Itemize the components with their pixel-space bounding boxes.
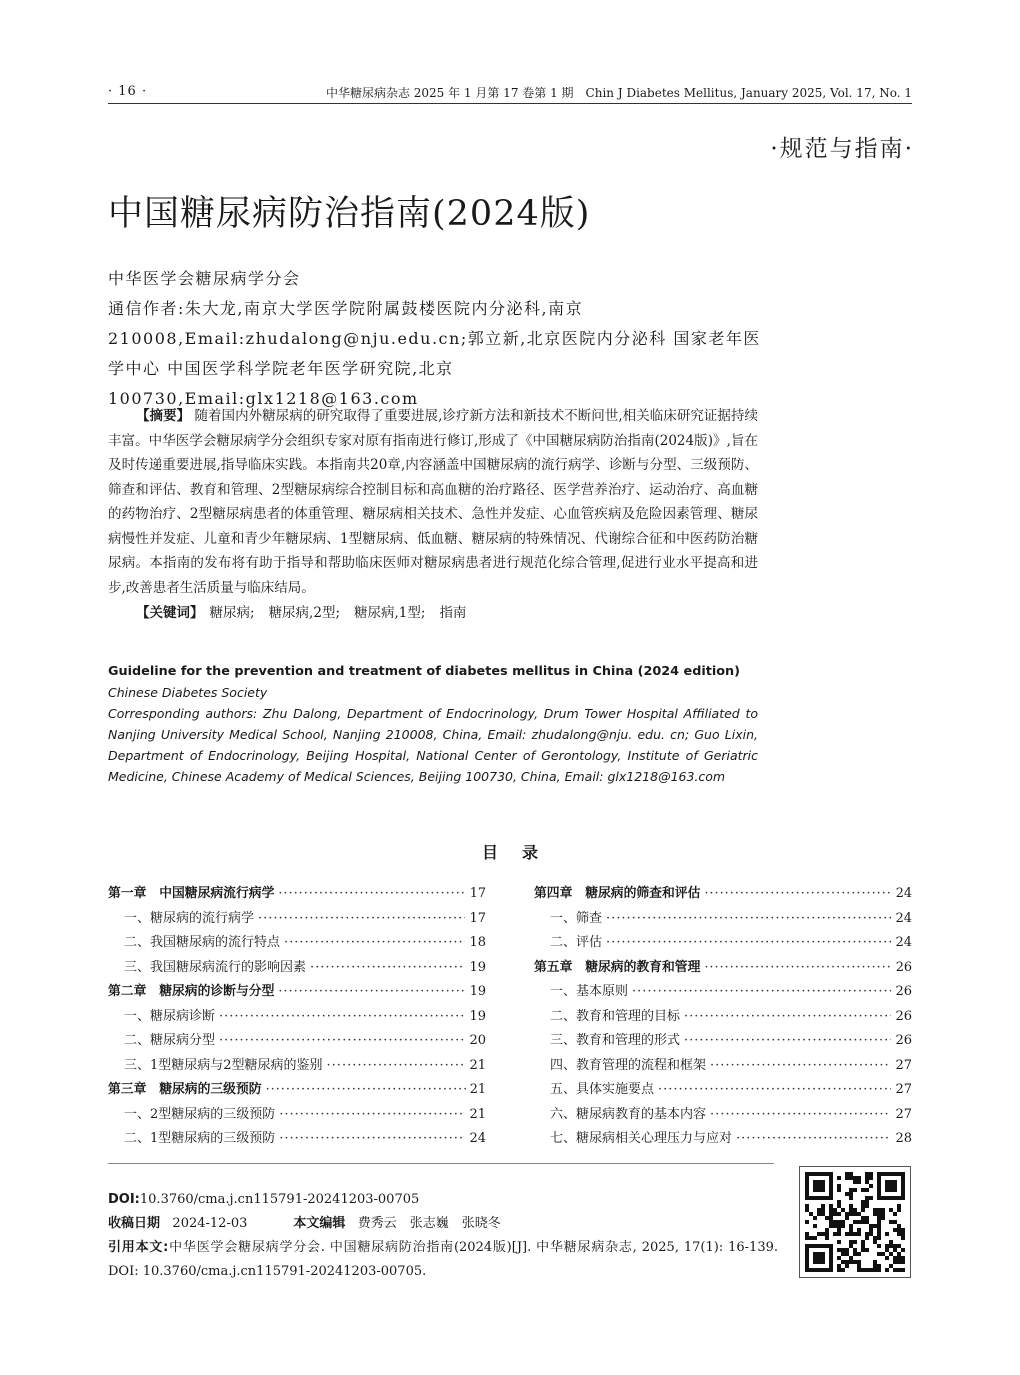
toc-section-entry[interactable] [108,931,486,956]
toc-page-number: 26 [895,1008,912,1024]
doi[interactable]: 10.3760/cma.j.cn115791-20241203-00705 [139,1192,420,1207]
toc-chapter-entry[interactable] [534,882,912,907]
received-label: 收稿日期 [108,1216,161,1231]
toc-section-entry[interactable] [534,1103,912,1128]
citation: 中华医学会糖尿病学分会. 中国糖尿病防治指南(2024版)[J]. 中华糖尿病杂志, 2025, 17(1): 16-139. DOI: 10.3760/cma.j.cn115791-20241203-00705. [108,1240,779,1279]
toc-page-number: 27 [895,1106,912,1122]
toc-section-entry[interactable] [534,1078,912,1103]
toc-page-number: 19 [469,959,486,975]
toc-page-number: 19 [469,984,486,999]
toc-leader-dots [258,911,465,926]
toc-leader-dots [279,1107,465,1122]
english-org: Chinese Diabetes Society [108,685,268,700]
header-rule [108,103,912,104]
toc-page-number: 21 [469,1106,486,1122]
toc-entry-label: 三、1型糖尿病与2型糖尿病的鉴别 [124,1057,323,1073]
toc-section-entry[interactable] [108,956,486,981]
toc-section-entry[interactable] [534,907,912,932]
toc-entry-label: 第四章 糖尿病的筛查和评估 [534,886,701,901]
toc-section-entry[interactable] [108,1005,486,1030]
toc-page-number: 27 [895,1082,912,1097]
toc-leader-dots [684,1009,891,1024]
toc-page-number: 24 [895,886,912,901]
toc-entry-label: 一、糖尿病诊断 [124,1008,216,1024]
toc-entry-label: 五、具体实施要点 [550,1082,655,1097]
toc-entry-label: 三、我国糖尿病流行的影响因素 [124,959,307,975]
keywords-label: 【关键词】 [136,605,204,621]
page-number: · 16 · [108,84,148,99]
toc-page-number: 27 [895,1057,912,1073]
toc-page-number: 26 [895,984,912,999]
editor-label: 本文编辑 [293,1216,346,1231]
toc-page-number: 17 [469,910,486,926]
toc-entry-label: 第二章 糖尿病的诊断与分型 [108,984,275,999]
toc-entry-label: 二、教育和管理的目标 [550,1008,681,1024]
toc-section-entry[interactable] [534,980,912,1005]
keyword: 糖尿病; [209,605,255,621]
toc-page-number: 21 [469,1057,486,1073]
qr-code-icon [800,1167,910,1277]
journal-header: 中华糖尿病杂志 2025 年 1 月第 17 卷第 1 期 Chin J Diabetes Mellitus, January 2025, Vol. 17, No. 1 [325,86,912,100]
keyword: 糖尿病,2型; [268,605,340,621]
toc-section-entry[interactable] [534,1005,912,1030]
toc-page-number: 26 [895,959,912,975]
toc-leader-dots [710,1107,891,1122]
toc-entry-label: 二、评估 [550,935,603,950]
received-date: 2024-12-03 [172,1216,248,1231]
toc-entry-label: 二、1型糖尿病的三级预防 [124,1131,276,1146]
keyword: 糖尿病,1型; [354,605,426,621]
abstract-text: 随着国内外糖尿病的研究取得了重要进展,诊疗新方法和新技术不断问世,相关临床研究证据持续丰富。中华医学会糖尿病学分会组织专家对原有指南进行修订,形成了《中国糖尿病防治指南(2024版)》,旨在及时传递重要进展,指导临床实践。本指南共20章,内容涵盖中国糖尿病的流行病学、诊断与分型、三级预防、筛查和评估、教育和管理、2型糖尿病综合控制目标和高血糖的治疗路径、医学营养治疗、运动治疗、高血糖的药物治疗、2型糖尿病患者的体重管理、糖尿病相关技术、急性并发症、心血管疾病及危险因素管理、糖尿病慢性并发症、儿童和青少年糖尿病、1型糖尿病、低血糖、糖尿病的特殊情况、代谢综合征和中医药防治糖尿病。本指南的发布将有助于指导和帮助临床医师对糖尿病患者进行规范化综合管理,促进行业水平提高和进步,改善患者生活质量与临床结局。 [108,408,758,596]
toc-leader-dots [266,1082,466,1097]
footer-rule [108,1163,774,1164]
toc-leader-dots [704,886,891,901]
toc-leader-dots [710,1058,891,1073]
toc-right-column [534,882,912,1152]
toc-page-number: 21 [469,1082,486,1097]
toc-page-number: 18 [469,935,486,950]
english-abstract [108,661,758,787]
qr-code[interactable] [799,1166,911,1278]
toc-leader-dots [658,1082,891,1097]
toc-page-number: 19 [469,1008,486,1024]
toc-entry-label: 一、2型糖尿病的三级预防 [124,1106,276,1122]
toc-page-number: 28 [895,1131,912,1146]
toc-section-entry[interactable] [108,907,486,932]
abstract [108,404,758,600]
toc-entry-label: 二、我国糖尿病的流行特点 [124,935,281,950]
toc-entry-label: 第一章 中国糖尿病流行病学 [108,886,275,901]
footer [108,1188,778,1284]
keyword: 指南 [439,605,467,621]
toc-left-column [108,882,486,1152]
toc-leader-dots [310,960,465,975]
toc-page-number: 17 [469,886,486,901]
toc-chapter-entry[interactable] [534,956,912,981]
toc-page-number: 24 [469,1131,486,1146]
toc-section-entry[interactable] [534,1127,912,1152]
toc-entry-label: 六、糖尿病教育的基本内容 [550,1106,707,1122]
editors: 费秀云 张志巍 张晓冬 [357,1216,501,1231]
toc-leader-dots [327,1058,466,1073]
toc-entry-label: 三、教育和管理的形式 [550,1033,681,1048]
toc-entry-label: 一、基本原则 [550,984,629,999]
toc-chapter-entry[interactable] [108,980,486,1005]
toc-chapter-entry[interactable] [108,882,486,907]
toc-leader-dots [606,935,891,950]
toc-section-entry[interactable] [534,1054,912,1079]
toc-entry-label: 二、糖尿病分型 [124,1033,216,1048]
toc-entry-label: 四、教育管理的流程和框架 [550,1057,707,1073]
toc-page-number: 26 [895,1033,912,1048]
toc-section-entry[interactable] [108,1127,486,1152]
toc-page-number: 24 [895,935,912,950]
toc-leader-dots [704,960,891,975]
article-title: 中国糖尿病防治指南(2024版) [108,194,591,234]
toc-leader-dots [278,984,465,999]
toc-section-entry[interactable] [108,1054,486,1079]
toc-section-entry[interactable] [534,1029,912,1054]
toc-section-entry[interactable] [108,1029,486,1054]
toc-leader-dots [278,886,465,901]
cite-label: 引用本文: [108,1240,169,1255]
toc-leader-dots [606,911,891,926]
toc-entry-label: 七、糖尿病相关心理压力与应对 [550,1131,733,1146]
toc-entry-label: 第五章 糖尿病的教育和管理 [534,959,701,975]
toc-entry-label: 一、糖尿病的流行病学 [124,910,255,926]
toc-section-entry[interactable] [108,1103,486,1128]
toc-page-number: 24 [895,910,912,926]
toc-leader-dots [284,935,465,950]
abstract-label: 【摘要】 [136,408,191,424]
toc-leader-dots [684,1033,891,1048]
keywords [108,601,466,621]
author-block [108,264,768,414]
toc-page-number: 20 [469,1033,486,1048]
toc-entry-label: 第三章 糖尿病的三级预防 [108,1082,262,1097]
toc-entry-label: 一、筛查 [550,910,603,926]
doi-label: DOI: [108,1192,140,1207]
toc-leader-dots [219,1033,465,1048]
section-tag: ·规范与指南· [770,136,914,162]
toc-leader-dots [279,1131,465,1146]
author-org: 中华医学会糖尿病学分会 [108,269,301,288]
toc-section-entry[interactable] [534,931,912,956]
toc-heading: 目录 [481,843,562,862]
toc-chapter-entry[interactable] [108,1078,486,1103]
toc-leader-dots [736,1131,891,1146]
toc-leader-dots [219,1009,465,1024]
english-corresponding: Corresponding authors: Zhu Dalong, Department of Endocrinology, Drum Tower Hospital Affiliated to Nanjing University Medical School, Nanjing 210008, China, Email: zhudalong@nju. edu. cn; Guo Lixin, Department of Endocrinology, Beijing Hospital, National Center of Gerontology, Institute of Geriatric Medicine, Chinese Academy of Medical Sciences, Beijing 100730, China, Email: glx1218@163.com [108,706,758,784]
english-title: Guideline for the prevention and treatment of diabetes mellitus in China (2024 edition) [108,664,741,679]
correspondence: 通信作者:朱大龙,南京大学医学院附属鼓楼医院内分泌科,南京 210008,Email:zhudalong@nju.edu.cn;郭立新,北京医院内分泌科 国家老年医学中心 中国医学科学院老年医学研究院,北京 100730,Email:glx1218@163.com [108,299,761,408]
toc-leader-dots [632,984,891,999]
